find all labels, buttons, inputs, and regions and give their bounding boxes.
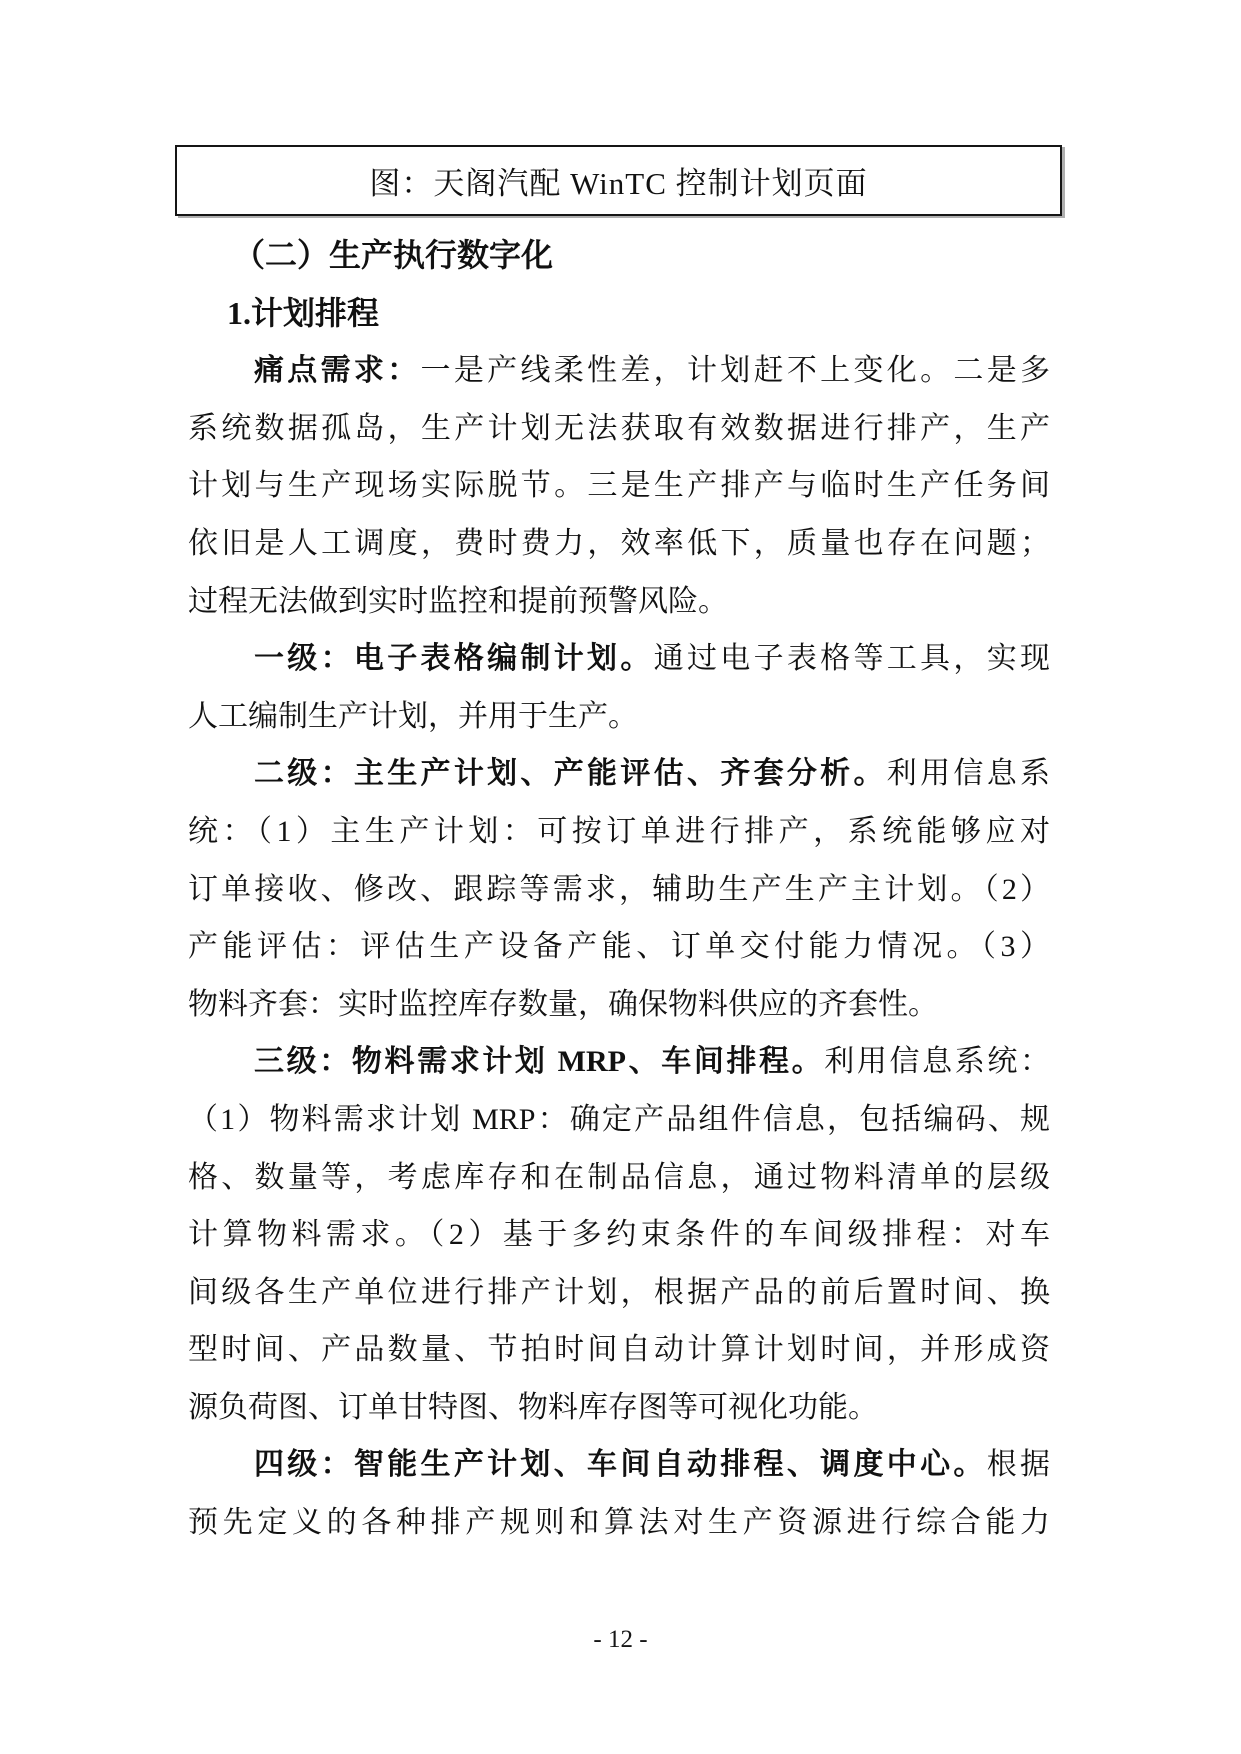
page-body — [188, 227, 1050, 1552]
text-line — [188, 1033, 1050, 1091]
text-run: 统：（1）主生产计划：可按订单进行排产，系统能够应对 — [188, 814, 1050, 848]
text-run: 人工编制生产计划，并用于生产。 — [188, 699, 638, 733]
text-line — [188, 745, 1050, 803]
paragraphs-container — [188, 342, 1050, 1551]
text-run: 格、数量等，考虑库存和在制品信息，通过物料清单的层级 — [188, 1160, 1050, 1194]
text-run: 根据 — [986, 1448, 1051, 1482]
text-line — [188, 1494, 1050, 1552]
text-run: 利用信息系统： — [824, 1045, 1050, 1079]
figure-caption-text: 图：天阁汽配 WinTC 控制计划页面 — [369, 166, 868, 201]
bold-run: 二级：主生产计划、产能评估、齐套分析。 — [254, 757, 887, 791]
text-line — [188, 515, 1050, 573]
text-line — [188, 861, 1050, 919]
text-line — [188, 1206, 1050, 1264]
bold-run: 三级：物料需求计划 MRP、车间排程。 — [254, 1045, 825, 1079]
text-run: 产能评估：评估生产设备产能、订单交付能力情况。（3） — [188, 930, 1050, 964]
text-run: 一是产线柔性差，计划赶不上变化。二是多 — [420, 354, 1051, 388]
text-line — [188, 573, 1050, 631]
text-run: 过程无法做到实时监控和提前预警风险。 — [188, 584, 728, 618]
text-line — [188, 976, 1050, 1034]
text-run: 计划与生产现场实际脱节。三是生产排产与临时生产任务间 — [188, 469, 1050, 503]
text-line — [188, 688, 1050, 746]
text-line — [188, 1379, 1050, 1437]
text-run: 通过电子表格等工具，实现 — [653, 642, 1051, 676]
text-run: 订单接收、修改、跟踪等需求，辅助生产生产主计划。（2） — [188, 872, 1050, 906]
page-number: - 12 - — [593, 1626, 648, 1653]
bold-run: 四级：智能生产计划、车间自动排程、调度中心。 — [254, 1448, 987, 1482]
text-run: 计算物料需求。（2）基于多约束条件的车间级排程：对车 — [188, 1218, 1050, 1252]
section-heading: （二）生产执行数字化 — [233, 237, 554, 273]
text-line — [188, 1321, 1050, 1379]
text-line — [188, 1264, 1050, 1322]
text-line — [188, 1149, 1050, 1207]
text-line — [188, 457, 1050, 515]
bold-run: 一级：电子表格编制计划。 — [254, 642, 654, 676]
text-run: 物料齐套：实时监控库存数量，确保物料供应的齐套性。 — [188, 987, 938, 1021]
text-run: 预先定义的各种排产规则和算法对生产资源进行综合能力 — [188, 1506, 1050, 1540]
text-line — [188, 918, 1050, 976]
text-line — [188, 342, 1050, 400]
subsection-heading: 1.计划排程 — [227, 294, 380, 331]
figure-caption-box — [175, 145, 1062, 216]
text-run: 间级各生产单位进行排产计划，根据产品的前后置时间、换 — [188, 1275, 1050, 1309]
text-run: 依旧是人工调度，费时费力，效率低下，质量也存在问题； — [188, 526, 1050, 560]
text-run: 源负荷图、订单甘特图、物料库存图等可视化功能。 — [188, 1390, 878, 1424]
text-line — [188, 630, 1050, 688]
text-run: 型时间、产品数量、节拍时间自动计算计划时间，并形成资 — [188, 1333, 1050, 1367]
bold-run: 痛点需求： — [254, 354, 421, 388]
text-run: （1）物料需求计划 MRP：确定产品组件信息，包括编码、规 — [188, 1102, 1050, 1136]
text-line — [188, 1436, 1050, 1494]
text-line — [188, 1091, 1050, 1149]
text-run: 系统数据孤岛，生产计划无法获取有效数据进行排产，生产 — [188, 411, 1050, 445]
text-line — [188, 803, 1050, 861]
text-line — [188, 400, 1050, 458]
page-footer — [0, 1611, 1241, 1669]
text-run: 利用信息系 — [886, 757, 1051, 791]
